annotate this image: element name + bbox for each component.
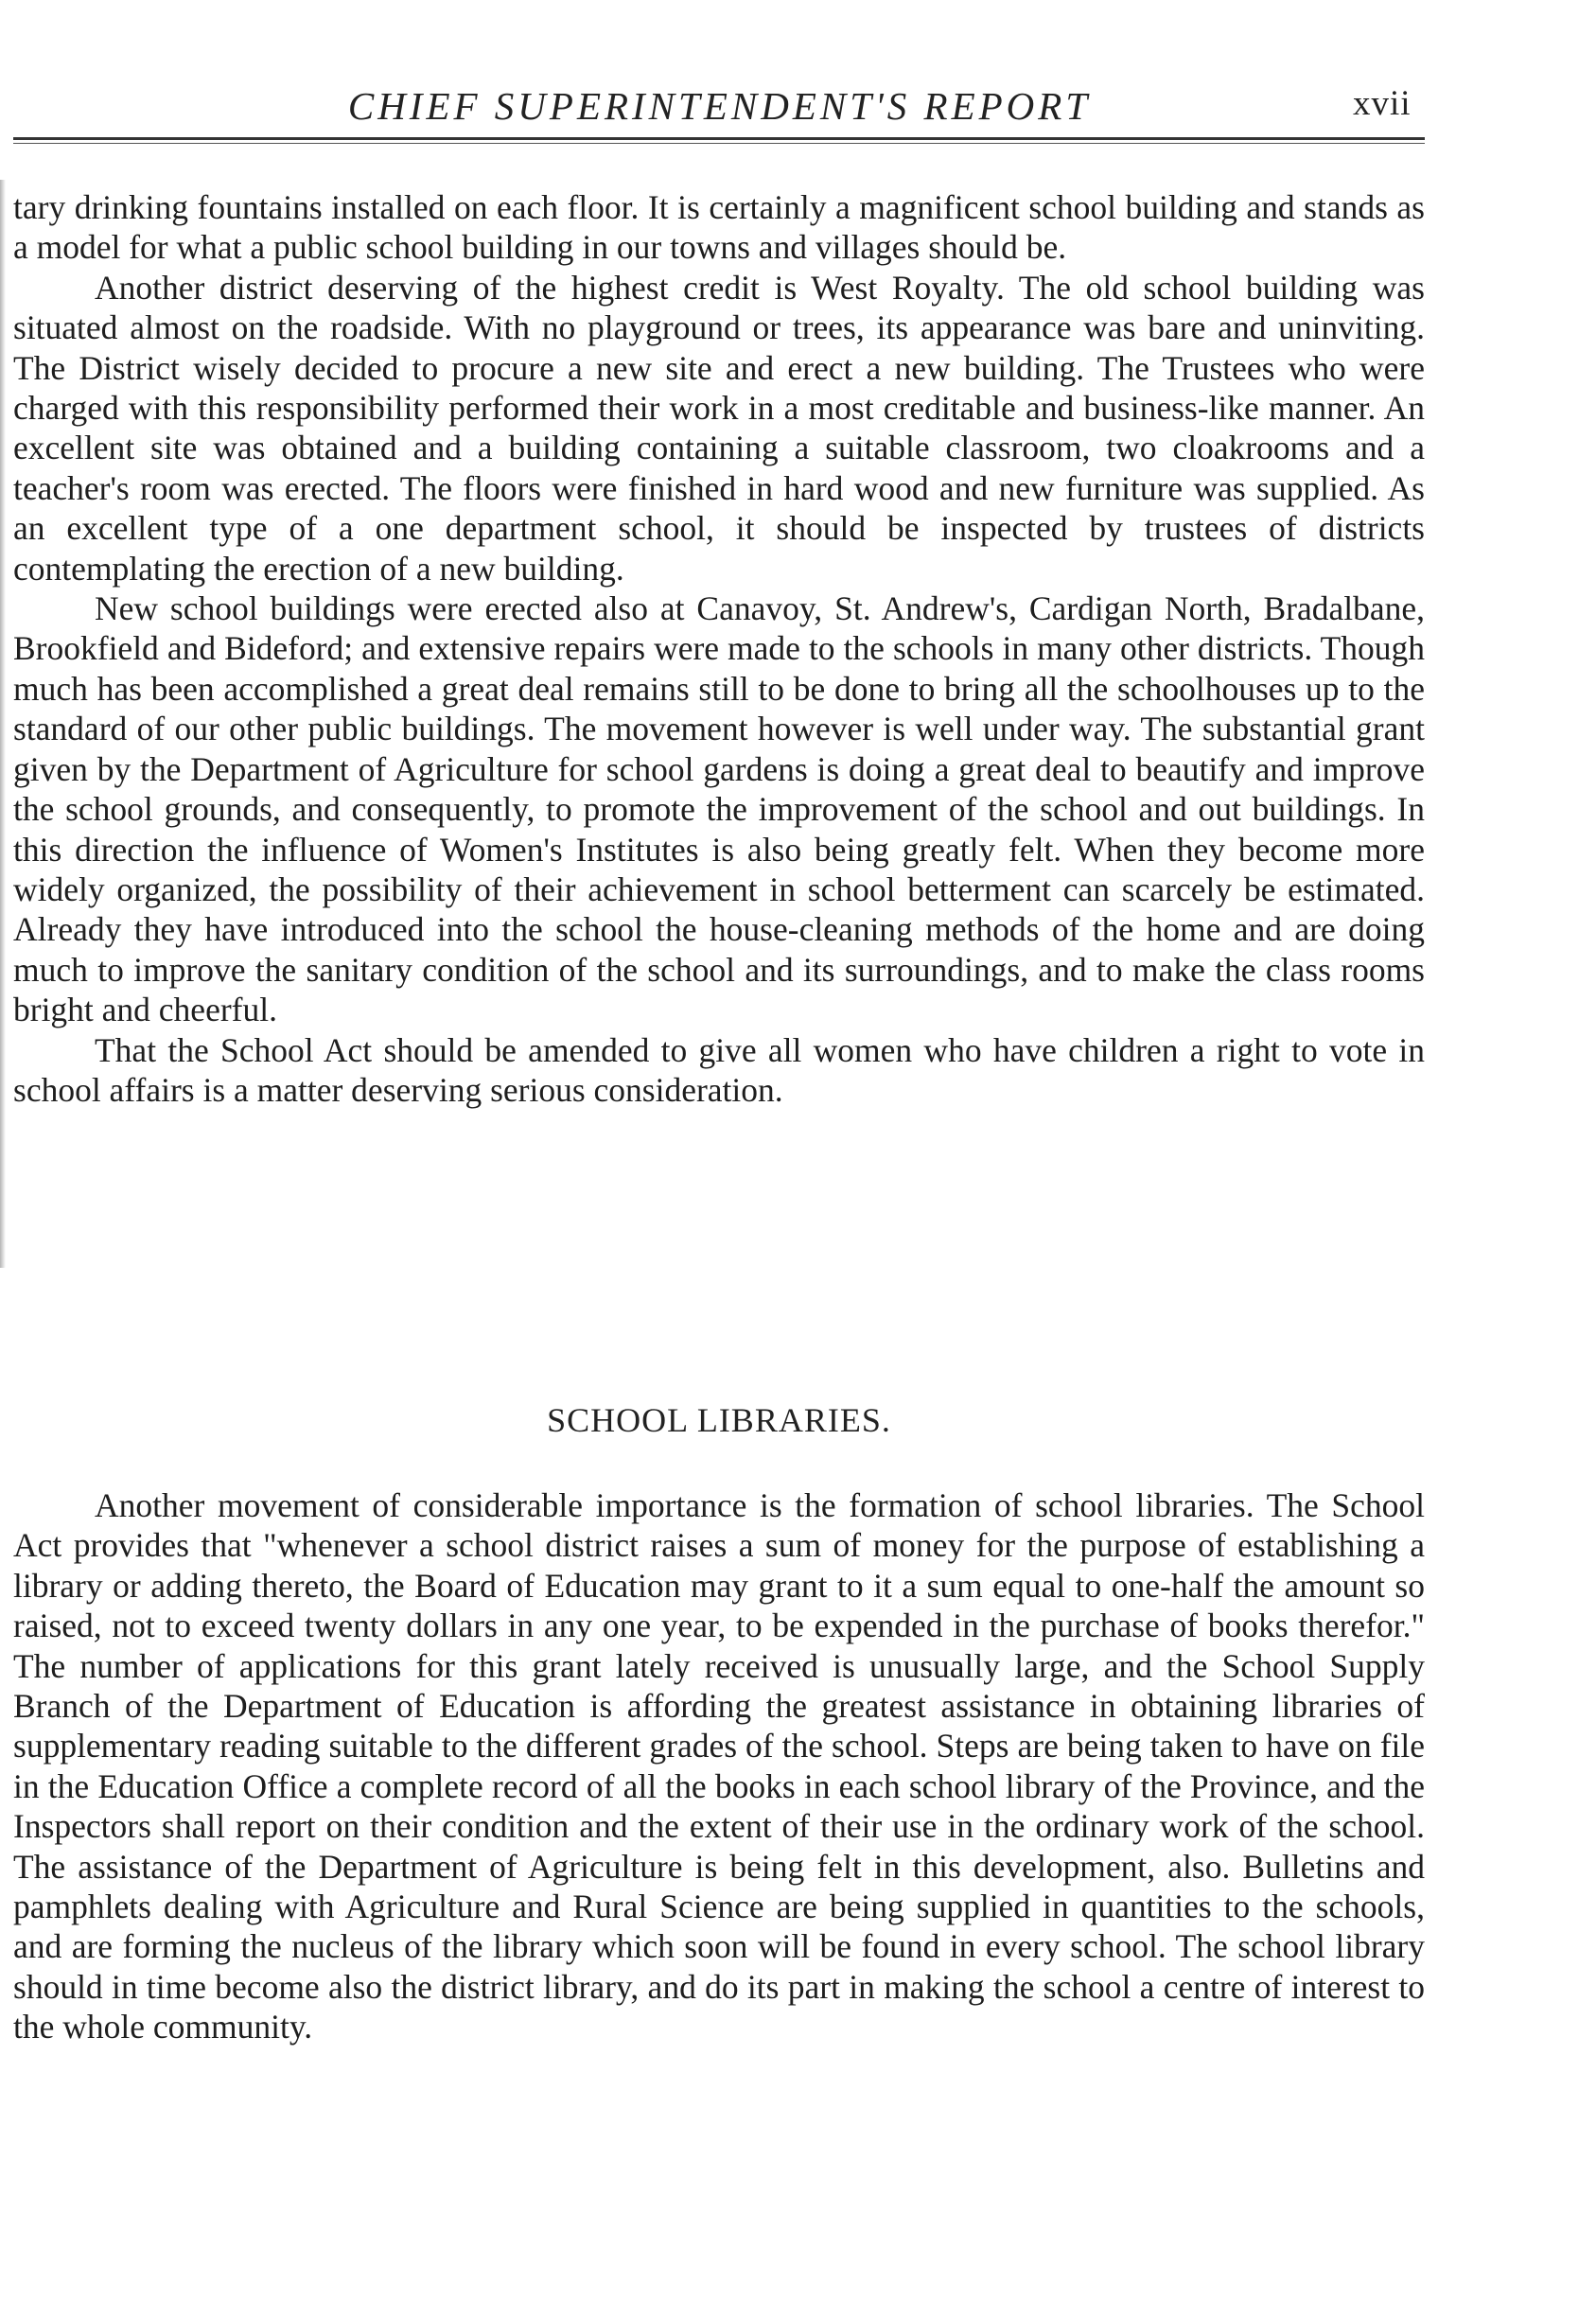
paragraph-continuation: tary drinking fountains installed on each floor. It is certainly a magnificent school building and stands as a model for what a public school building in our towns and villages should be. [13,188,1425,267]
paragraph-school-libraries: Another movement of considerable importance is the formation of school libraries. The School Act provides that "whenever a school district raises a sum of money for the purpose of establishing a library or adding thereto, the Board of Education may grant to it a sum equal to one-half the amount so raised, not to exceed twenty dollars in any one year, to be expended in the purchase of books therefor." The number of applications for this grant lately received is unusually large, and the School Supply Branch of the Department of Education is affording the greatest assistance in obtaining libraries of supplementary reading suitable to the different grades of the school. Steps are being taken to have on file in the Education Office a complete record of all the books in each school library of the Province, and the Inspectors shall report on their condition and the extent of their use in the ordinary work of the school. The assistance of the Department of Agriculture is being felt in this development, also. Bulletins and pamphlets dealing with Agriculture and Rural Science are being supplied in quantities to the schools, and are forming the nucleus of the library which soon will be found in every school. The school library should in time become also the district library, and do its part in making the school a centre of interest to the whole community. [13,1486,1425,2046]
header-rule-thin [13,143,1425,144]
page-header [13,83,1426,140]
section-heading: SCHOOL LIBRARIES. [547,1401,891,1439]
paragraph-new-buildings: New school buildings were erected also at Canavoy, St. Andrew's, Cardigan North, Bradalbane, Brookfield and Bideford; and extensive repairs were made to the schools in many other districts. Though much has been accomplished a great deal remains still to be done to bring all the schoolhouses up to the standard of our other public buildings. The movement however is well under way. The substantial grant given by the Department of Agriculture for school gardens is doing a great deal to beautify and improve the school grounds, and consequently, to promote the improvement of the school and out buildings. In this direction the influence of Women's Institutes is also being greatly felt. When they become more widely organized, the possibility of their achievement in school betterment can scarcely be estimated. Already they have introduced into the school the house-cleaning methods of the home and are doing much to improve the sanitary condition of the school and its surroundings, and to make the class rooms bright and cheerful. [13,589,1425,1029]
header-rule [13,137,1425,140]
body-text-top [13,187,1425,1110]
body-text-libraries [13,1485,1425,2047]
paragraph-west-royalty: Another district deserving of the highest credit is West Royalty. The old school building was situated almost on the roadside. With no playground or trees, its appearance was bare and uninviting. The District wisely decided to procure a new site and erect a new building. The Trustees who were charged with this responsibility performed their work in a most creditable and business-like manner. An excellent site was obtained and a building containing a suitable classroom, two cloakrooms and a teacher's room was erected. The floors were finished in hard wood and new furniture was supplied. As an excellent type of a one department school, it should be inspected by trustees of districts contemplating the erection of a new building. [13,268,1425,588]
paragraph-school-act: That the School Act should be amended to give all women who have children a right to vote in school affairs is a matter deserving serious consideration. [13,1030,1425,1109]
running-title: CHIEF SUPERINTENDENT'S REPORT [347,84,1092,128]
binding-shadow [0,180,6,1268]
page-number: xvii [1353,84,1412,123]
